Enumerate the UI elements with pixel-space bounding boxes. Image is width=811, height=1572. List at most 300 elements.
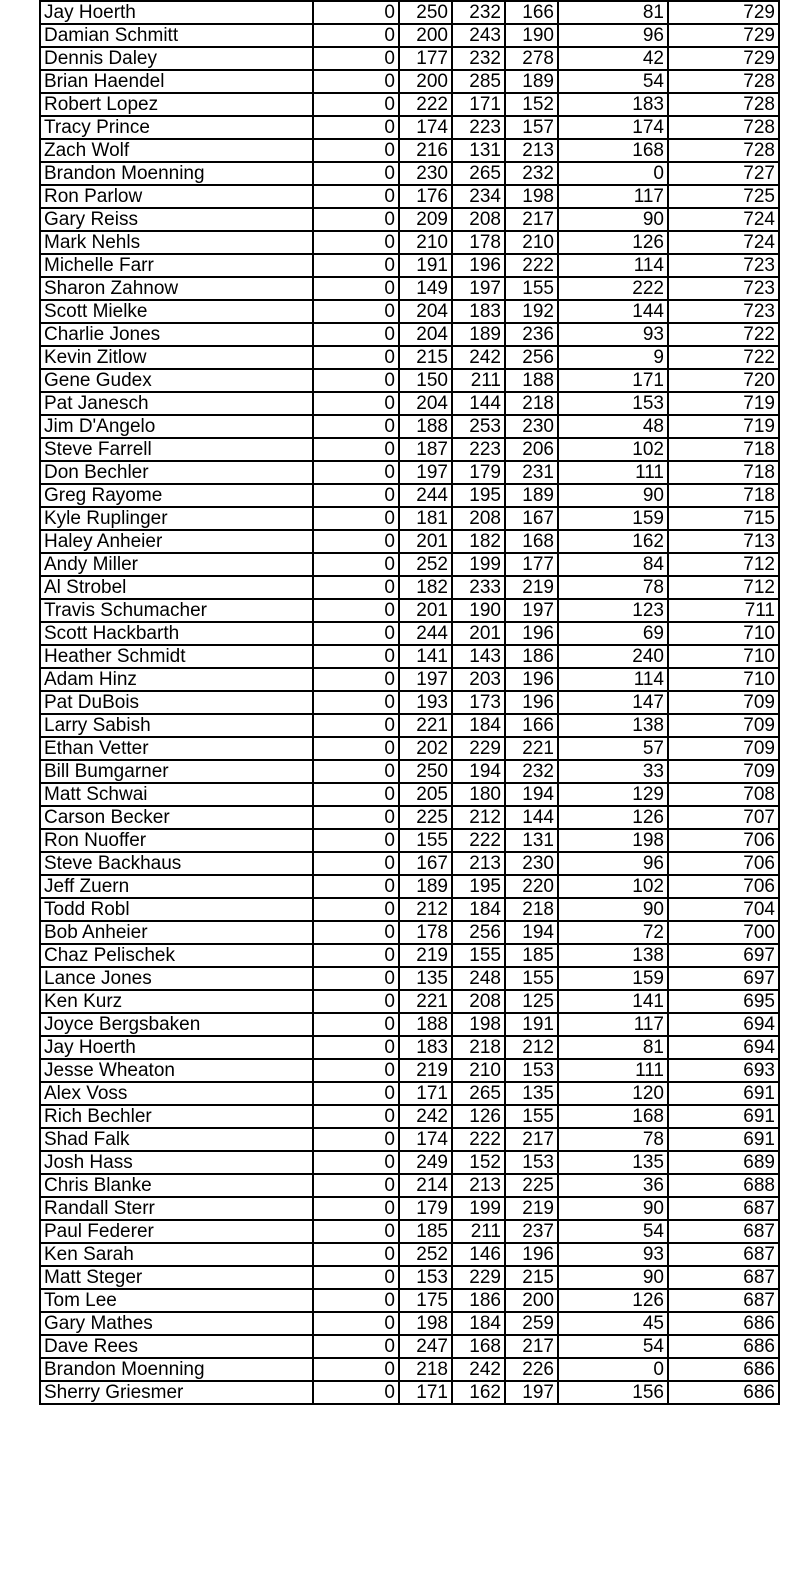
game-1-cell: 214 <box>399 1174 452 1197</box>
handicap-cell: 0 <box>313 1013 399 1036</box>
table-row <box>40 1266 779 1289</box>
game-1-cell: 149 <box>399 277 452 300</box>
table-row <box>40 507 779 530</box>
handicap-cell: 0 <box>313 1243 399 1266</box>
score-table <box>39 0 780 1405</box>
game-3-cell: 218 <box>505 898 558 921</box>
table-row <box>40 162 779 185</box>
bonus-cell: 117 <box>558 185 668 208</box>
table-row <box>40 254 779 277</box>
table-row <box>40 231 779 254</box>
game-1-cell: 244 <box>399 622 452 645</box>
game-1-cell: 167 <box>399 852 452 875</box>
table-row <box>40 369 779 392</box>
total-cell: 687 <box>668 1266 779 1289</box>
game-2-cell: 253 <box>452 415 505 438</box>
total-cell: 700 <box>668 921 779 944</box>
handicap-cell: 0 <box>313 1082 399 1105</box>
game-1-cell: 135 <box>399 967 452 990</box>
bonus-cell: 90 <box>558 1197 668 1220</box>
table-row <box>40 1105 779 1128</box>
handicap-cell: 0 <box>313 852 399 875</box>
game-1-cell: 191 <box>399 254 452 277</box>
bonus-cell: 159 <box>558 507 668 530</box>
handicap-cell: 0 <box>313 622 399 645</box>
game-3-cell: 222 <box>505 254 558 277</box>
handicap-cell: 0 <box>313 898 399 921</box>
game-3-cell: 190 <box>505 24 558 47</box>
game-1-cell: 204 <box>399 392 452 415</box>
total-cell: 697 <box>668 944 779 967</box>
game-2-cell: 212 <box>452 806 505 829</box>
game-3-cell: 231 <box>505 461 558 484</box>
bowler-name-cell: Ken Kurz <box>40 990 313 1013</box>
game-1-cell: 230 <box>399 162 452 185</box>
bowler-name-cell: Kevin Zitlow <box>40 346 313 369</box>
bonus-cell: 126 <box>558 231 668 254</box>
table-row <box>40 1128 779 1151</box>
bowler-name-cell: Alex Voss <box>40 1082 313 1105</box>
bonus-cell: 57 <box>558 737 668 760</box>
table-row <box>40 24 779 47</box>
table-row <box>40 1174 779 1197</box>
handicap-cell: 0 <box>313 967 399 990</box>
bowler-name-cell: Jeff Zuern <box>40 875 313 898</box>
handicap-cell: 0 <box>313 944 399 967</box>
table-row <box>40 760 779 783</box>
total-cell: 687 <box>668 1197 779 1220</box>
bonus-cell: 162 <box>558 530 668 553</box>
table-row <box>40 93 779 116</box>
game-3-cell: 196 <box>505 691 558 714</box>
bonus-cell: 54 <box>558 1335 668 1358</box>
handicap-cell: 0 <box>313 47 399 70</box>
game-3-cell: 218 <box>505 392 558 415</box>
bonus-cell: 96 <box>558 24 668 47</box>
game-1-cell: 209 <box>399 208 452 231</box>
bowler-name-cell: Larry Sabish <box>40 714 313 737</box>
bonus-cell: 36 <box>558 1174 668 1197</box>
bowler-name-cell: Zach Wolf <box>40 139 313 162</box>
game-2-cell: 190 <box>452 599 505 622</box>
bonus-cell: 159 <box>558 967 668 990</box>
game-3-cell: 168 <box>505 530 558 553</box>
total-cell: 724 <box>668 231 779 254</box>
game-1-cell: 182 <box>399 576 452 599</box>
handicap-cell: 0 <box>313 1312 399 1335</box>
total-cell: 710 <box>668 622 779 645</box>
game-2-cell: 229 <box>452 1266 505 1289</box>
bowler-name-cell: Robert Lopez <box>40 93 313 116</box>
table-row <box>40 1036 779 1059</box>
bowler-name-cell: Shad Falk <box>40 1128 313 1151</box>
game-2-cell: 285 <box>452 70 505 93</box>
game-3-cell: 232 <box>505 760 558 783</box>
table-row <box>40 691 779 714</box>
handicap-cell: 0 <box>313 1358 399 1381</box>
game-3-cell: 144 <box>505 806 558 829</box>
bowler-name-cell: Tom Lee <box>40 1289 313 1312</box>
game-3-cell: 219 <box>505 576 558 599</box>
game-1-cell: 212 <box>399 898 452 921</box>
table-row <box>40 599 779 622</box>
total-cell: 725 <box>668 185 779 208</box>
game-3-cell: 217 <box>505 1128 558 1151</box>
bonus-cell: 156 <box>558 1381 668 1404</box>
game-3-cell: 210 <box>505 231 558 254</box>
game-1-cell: 183 <box>399 1036 452 1059</box>
game-2-cell: 222 <box>452 829 505 852</box>
game-1-cell: 197 <box>399 461 452 484</box>
game-3-cell: 177 <box>505 553 558 576</box>
game-1-cell: 249 <box>399 1151 452 1174</box>
table-row <box>40 806 779 829</box>
bowler-name-cell: Tracy Prince <box>40 116 313 139</box>
game-2-cell: 197 <box>452 277 505 300</box>
game-1-cell: 205 <box>399 783 452 806</box>
bonus-cell: 120 <box>558 1082 668 1105</box>
handicap-cell: 0 <box>313 323 399 346</box>
game-1-cell: 250 <box>399 760 452 783</box>
game-1-cell: 221 <box>399 714 452 737</box>
bonus-cell: 93 <box>558 323 668 346</box>
game-2-cell: 179 <box>452 461 505 484</box>
total-cell: 715 <box>668 507 779 530</box>
table-row <box>40 139 779 162</box>
game-2-cell: 196 <box>452 254 505 277</box>
handicap-cell: 0 <box>313 553 399 576</box>
table-row <box>40 1381 779 1404</box>
game-2-cell: 184 <box>452 898 505 921</box>
bowler-name-cell: Jay Hoerth <box>40 1 313 24</box>
bowler-name-cell: Pat DuBois <box>40 691 313 714</box>
bowler-name-cell: Chris Blanke <box>40 1174 313 1197</box>
bonus-cell: 222 <box>558 277 668 300</box>
handicap-cell: 0 <box>313 277 399 300</box>
handicap-cell: 0 <box>313 507 399 530</box>
game-2-cell: 171 <box>452 93 505 116</box>
table-row <box>40 576 779 599</box>
game-3-cell: 236 <box>505 323 558 346</box>
game-2-cell: 234 <box>452 185 505 208</box>
handicap-cell: 0 <box>313 691 399 714</box>
bonus-cell: 198 <box>558 829 668 852</box>
game-1-cell: 221 <box>399 990 452 1013</box>
table-row <box>40 530 779 553</box>
game-1-cell: 178 <box>399 921 452 944</box>
game-2-cell: 126 <box>452 1105 505 1128</box>
game-3-cell: 215 <box>505 1266 558 1289</box>
bonus-cell: 168 <box>558 1105 668 1128</box>
game-1-cell: 215 <box>399 346 452 369</box>
game-1-cell: 204 <box>399 300 452 323</box>
bowler-name-cell: Heather Schmidt <box>40 645 313 668</box>
total-cell: 724 <box>668 208 779 231</box>
handicap-cell: 0 <box>313 70 399 93</box>
game-1-cell: 201 <box>399 530 452 553</box>
bonus-cell: 90 <box>558 484 668 507</box>
game-2-cell: 195 <box>452 484 505 507</box>
bowler-name-cell: Scott Mielke <box>40 300 313 323</box>
game-2-cell: 178 <box>452 231 505 254</box>
bonus-cell: 42 <box>558 47 668 70</box>
game-3-cell: 256 <box>505 346 558 369</box>
total-cell: 707 <box>668 806 779 829</box>
total-cell: 718 <box>668 461 779 484</box>
handicap-cell: 0 <box>313 1197 399 1220</box>
handicap-cell: 0 <box>313 139 399 162</box>
bowler-name-cell: Charlie Jones <box>40 323 313 346</box>
bonus-cell: 33 <box>558 760 668 783</box>
bonus-cell: 45 <box>558 1312 668 1335</box>
bowler-name-cell: Josh Hass <box>40 1151 313 1174</box>
bowler-name-cell: Matt Schwai <box>40 783 313 806</box>
game-2-cell: 218 <box>452 1036 505 1059</box>
bonus-cell: 90 <box>558 898 668 921</box>
bowler-name-cell: Jim D'Angelo <box>40 415 313 438</box>
total-cell: 686 <box>668 1381 779 1404</box>
table-row <box>40 668 779 691</box>
bowler-name-cell: Brandon Moenning <box>40 162 313 185</box>
game-2-cell: 208 <box>452 507 505 530</box>
total-cell: 686 <box>668 1358 779 1381</box>
total-cell: 688 <box>668 1174 779 1197</box>
game-2-cell: 242 <box>452 1358 505 1381</box>
game-1-cell: 247 <box>399 1335 452 1358</box>
total-cell: 723 <box>668 277 779 300</box>
game-3-cell: 237 <box>505 1220 558 1243</box>
table-row <box>40 392 779 415</box>
handicap-cell: 0 <box>313 875 399 898</box>
bowler-name-cell: Joyce Bergsbaken <box>40 1013 313 1036</box>
table-row <box>40 1197 779 1220</box>
table-row <box>40 277 779 300</box>
handicap-cell: 0 <box>313 185 399 208</box>
bowler-name-cell: Pat Janesch <box>40 392 313 415</box>
bonus-cell: 0 <box>558 1358 668 1381</box>
total-cell: 722 <box>668 323 779 346</box>
game-3-cell: 157 <box>505 116 558 139</box>
bonus-cell: 168 <box>558 139 668 162</box>
table-row <box>40 921 779 944</box>
bowler-name-cell: Andy Miller <box>40 553 313 576</box>
bowler-name-cell: Gene Gudex <box>40 369 313 392</box>
bonus-cell: 78 <box>558 576 668 599</box>
game-2-cell: 183 <box>452 300 505 323</box>
bowler-name-cell: Jesse Wheaton <box>40 1059 313 1082</box>
game-2-cell: 184 <box>452 1312 505 1335</box>
handicap-cell: 0 <box>313 254 399 277</box>
table-row <box>40 1289 779 1312</box>
bowler-name-cell: Michelle Farr <box>40 254 313 277</box>
game-1-cell: 197 <box>399 668 452 691</box>
bowler-name-cell: Ken Sarah <box>40 1243 313 1266</box>
bowler-name-cell: Brandon Moenning <box>40 1358 313 1381</box>
game-2-cell: 162 <box>452 1381 505 1404</box>
bowler-name-cell: Paul Federer <box>40 1220 313 1243</box>
table-row <box>40 1151 779 1174</box>
handicap-cell: 0 <box>313 599 399 622</box>
game-2-cell: 186 <box>452 1289 505 1312</box>
table-row <box>40 645 779 668</box>
total-cell: 710 <box>668 645 779 668</box>
game-2-cell: 210 <box>452 1059 505 1082</box>
game-1-cell: 141 <box>399 645 452 668</box>
game-1-cell: 174 <box>399 116 452 139</box>
bonus-cell: 48 <box>558 415 668 438</box>
game-1-cell: 218 <box>399 1358 452 1381</box>
bowler-name-cell: Kyle Ruplinger <box>40 507 313 530</box>
game-2-cell: 194 <box>452 760 505 783</box>
handicap-cell: 0 <box>313 737 399 760</box>
total-cell: 723 <box>668 254 779 277</box>
game-3-cell: 153 <box>505 1059 558 1082</box>
game-3-cell: 212 <box>505 1036 558 1059</box>
total-cell: 729 <box>668 47 779 70</box>
handicap-cell: 0 <box>313 829 399 852</box>
bonus-cell: 126 <box>558 1289 668 1312</box>
game-2-cell: 131 <box>452 139 505 162</box>
game-2-cell: 223 <box>452 116 505 139</box>
score-table-body <box>40 1 779 1404</box>
bonus-cell: 129 <box>558 783 668 806</box>
total-cell: 728 <box>668 93 779 116</box>
bonus-cell: 84 <box>558 553 668 576</box>
total-cell: 693 <box>668 1059 779 1082</box>
total-cell: 691 <box>668 1082 779 1105</box>
total-cell: 706 <box>668 829 779 852</box>
game-1-cell: 252 <box>399 1243 452 1266</box>
handicap-cell: 0 <box>313 1266 399 1289</box>
game-2-cell: 213 <box>452 852 505 875</box>
bonus-cell: 81 <box>558 1 668 24</box>
bonus-cell: 183 <box>558 93 668 116</box>
table-row <box>40 1013 779 1036</box>
total-cell: 710 <box>668 668 779 691</box>
handicap-cell: 0 <box>313 1289 399 1312</box>
handicap-cell: 0 <box>313 806 399 829</box>
game-3-cell: 189 <box>505 484 558 507</box>
total-cell: 729 <box>668 24 779 47</box>
game-3-cell: 198 <box>505 185 558 208</box>
table-row <box>40 116 779 139</box>
bowler-name-cell: Travis Schumacher <box>40 599 313 622</box>
handicap-cell: 0 <box>313 921 399 944</box>
bonus-cell: 9 <box>558 346 668 369</box>
total-cell: 712 <box>668 576 779 599</box>
game-3-cell: 191 <box>505 1013 558 1036</box>
bonus-cell: 102 <box>558 875 668 898</box>
table-row <box>40 898 779 921</box>
game-2-cell: 198 <box>452 1013 505 1036</box>
handicap-cell: 0 <box>313 1220 399 1243</box>
bowler-name-cell: Greg Rayome <box>40 484 313 507</box>
game-2-cell: 155 <box>452 944 505 967</box>
game-3-cell: 194 <box>505 921 558 944</box>
total-cell: 709 <box>668 760 779 783</box>
game-1-cell: 242 <box>399 1105 452 1128</box>
total-cell: 687 <box>668 1289 779 1312</box>
game-2-cell: 211 <box>452 1220 505 1243</box>
bowler-name-cell: Dave Rees <box>40 1335 313 1358</box>
bonus-cell: 240 <box>558 645 668 668</box>
game-2-cell: 265 <box>452 162 505 185</box>
handicap-cell: 0 <box>313 93 399 116</box>
table-row <box>40 1312 779 1335</box>
table-row <box>40 852 779 875</box>
table-row <box>40 1220 779 1243</box>
game-3-cell: 125 <box>505 990 558 1013</box>
table-row <box>40 438 779 461</box>
game-1-cell: 204 <box>399 323 452 346</box>
bonus-cell: 147 <box>558 691 668 714</box>
game-3-cell: 230 <box>505 415 558 438</box>
total-cell: 709 <box>668 691 779 714</box>
game-3-cell: 217 <box>505 208 558 231</box>
game-2-cell: 208 <box>452 208 505 231</box>
bowler-name-cell: Ron Parlow <box>40 185 313 208</box>
total-cell: 687 <box>668 1243 779 1266</box>
bonus-cell: 111 <box>558 1059 668 1082</box>
total-cell: 722 <box>668 346 779 369</box>
game-3-cell: 135 <box>505 1082 558 1105</box>
game-2-cell: 256 <box>452 921 505 944</box>
bowler-name-cell: Randall Sterr <box>40 1197 313 1220</box>
game-2-cell: 232 <box>452 1 505 24</box>
game-3-cell: 220 <box>505 875 558 898</box>
game-2-cell: 168 <box>452 1335 505 1358</box>
table-row <box>40 990 779 1013</box>
total-cell: 712 <box>668 553 779 576</box>
game-2-cell: 208 <box>452 990 505 1013</box>
bowler-name-cell: Bill Bumgarner <box>40 760 313 783</box>
total-cell: 691 <box>668 1105 779 1128</box>
total-cell: 694 <box>668 1036 779 1059</box>
game-2-cell: 180 <box>452 783 505 806</box>
game-3-cell: 206 <box>505 438 558 461</box>
game-3-cell: 189 <box>505 70 558 93</box>
total-cell: 719 <box>668 392 779 415</box>
game-2-cell: 232 <box>452 47 505 70</box>
game-1-cell: 179 <box>399 1197 452 1220</box>
bonus-cell: 69 <box>558 622 668 645</box>
game-3-cell: 232 <box>505 162 558 185</box>
handicap-cell: 0 <box>313 645 399 668</box>
game-1-cell: 187 <box>399 438 452 461</box>
bonus-cell: 135 <box>558 1151 668 1174</box>
bonus-cell: 123 <box>558 599 668 622</box>
game-1-cell: 225 <box>399 806 452 829</box>
bowler-name-cell: Sharon Zahnow <box>40 277 313 300</box>
total-cell: 718 <box>668 438 779 461</box>
bowler-name-cell: Ethan Vetter <box>40 737 313 760</box>
game-3-cell: 226 <box>505 1358 558 1381</box>
bonus-cell: 114 <box>558 668 668 691</box>
game-3-cell: 166 <box>505 1 558 24</box>
bonus-cell: 171 <box>558 369 668 392</box>
bonus-cell: 0 <box>558 162 668 185</box>
game-1-cell: 174 <box>399 1128 452 1151</box>
game-1-cell: 202 <box>399 737 452 760</box>
game-2-cell: 182 <box>452 530 505 553</box>
bowler-name-cell: Steve Farrell <box>40 438 313 461</box>
handicap-cell: 0 <box>313 760 399 783</box>
total-cell: 689 <box>668 1151 779 1174</box>
total-cell: 686 <box>668 1312 779 1335</box>
table-row <box>40 484 779 507</box>
handicap-cell: 0 <box>313 415 399 438</box>
game-3-cell: 186 <box>505 645 558 668</box>
